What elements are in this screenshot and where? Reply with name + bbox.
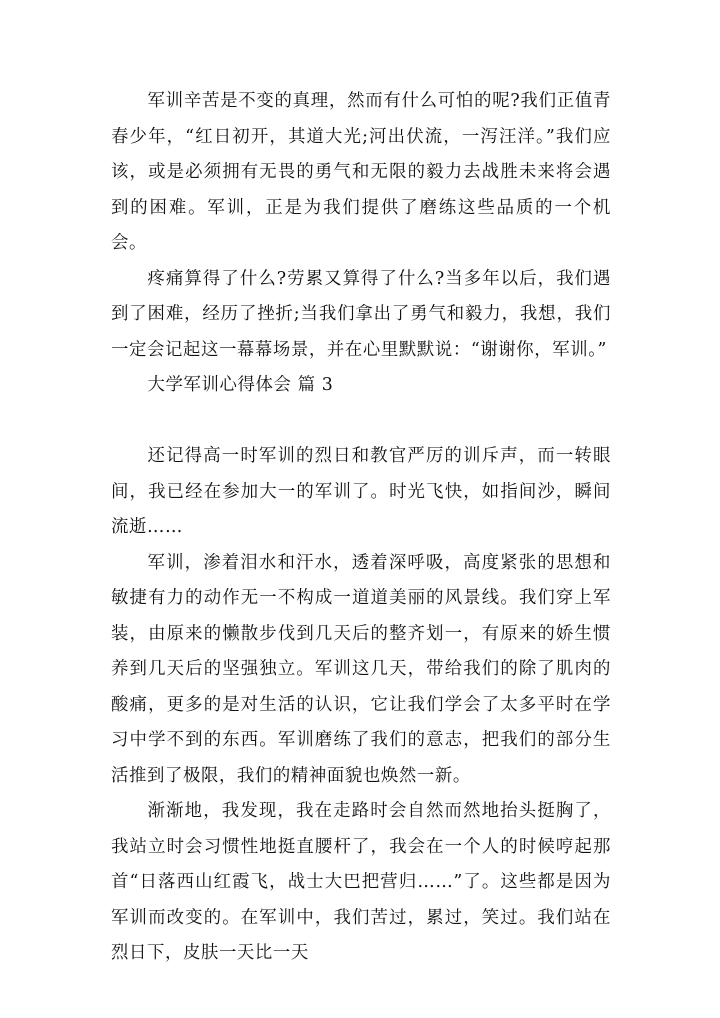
document-body — [111, 84, 611, 972]
paragraph: 军训辛苦是不变的真理，然而有什么可怕的呢?我们正值青春少年，“红日初开，其道大光;河出伏流，一泻汪洋。”我们应该，或是必须拥有无畏的勇气和无限的毅力去战胜未来将会遇到的困难。军训，正是为我们提供了磨练这些品质的一个机会。 — [111, 91, 611, 253]
paragraph: 疼痛算得了什么?劳累又算得了什么?当多年以后，我们遇到了困难，经历了挫折;当我们拿出了勇气和毅力，我想，我们一定会记起这一幕幕场景，并在心里默默说：“谢谢你，军训。” — [111, 268, 611, 360]
paragraph: 渐渐地，我发现，我在走路时会自然而然地抬头挺胸了，我站立时会习惯性地挺直腰杆了，我会在一个人的时候哼起那首“日落西山红霞飞，战士大巴把营归……”了。这些都是因为军训而改变的。在军训中，我们苦过，累过，笑过。我们站在烈日下，皮肤一天比一天 — [111, 801, 611, 963]
section-heading: 大学军训心得体会 篇 3 — [147, 375, 334, 395]
paragraph: 还记得高一时军训的烈日和教官严厉的训斥声，而一转眼间，我已经在参加大一的军训了。时光飞快，如指间沙，瞬间流逝…… — [111, 446, 611, 537]
paragraph: 军训，渗着泪水和汗水，透着深呼吸，高度紧张的思想和敏捷有力的动作无一不构成一道道美丽的风景线。我们穿上军装，由原来的懒散步伐到几天后的整齐划一，有原来的娇生惯养到几天后的坚强独立。军训这几天，带给我们的除了肌肉的酸痛，更多的是对生活的认识，它让我们学会了太多平时在学习中学不到的东西。军训磨练了我们的意志，把我们的部分生活推到了极限，我们的精神面貌也焕然一新。 — [111, 552, 611, 786]
section-spacer — [111, 404, 611, 440]
